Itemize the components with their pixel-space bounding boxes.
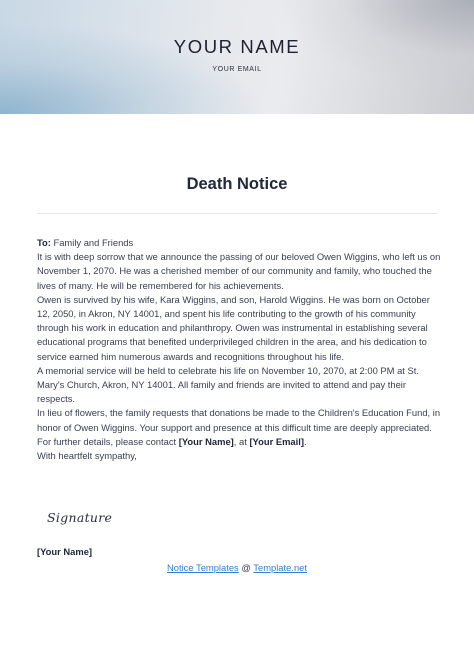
signature: Signature [47, 510, 113, 525]
footer-separator: @ [238, 562, 254, 573]
contact-prefix: For further details, please contact [37, 435, 179, 447]
paragraph-survivors: Owen is survived by his wife, Kara Wiggins, and son, Harold Wiggins. He was born on October 12, 2050, in Akron, NY 14001, and spent his life contributing to the growth of his community through his work in education and philanthropy. Owen was instrumental in establishing several educational programs that benefited underprivileged children in the area, and his dedication to service earned him numerous awards and recognitions throughout his life. [37, 293, 430, 362]
page-title: Death Notice [186, 175, 288, 193]
paragraph-announcement: It is with deep sorrow that we announce the passing of our beloved Owen Wiggins, who left us on November 1, 2070. He was a cherished member of our community and family, who touched the lives of many. He will be remembered for his achievements. [37, 251, 441, 291]
recipient-label: To: [37, 237, 51, 248]
contact-line [37, 435, 441, 449]
footer [0, 562, 474, 573]
contact-middle: , at [233, 435, 250, 447]
template-net-link[interactable]: Template.net [253, 562, 307, 573]
contact-name: [Your Name] [178, 435, 234, 447]
header-banner [0, 0, 474, 114]
recipient-value: Family and Friends [50, 237, 134, 248]
signer-name: [Your Name] [37, 546, 93, 557]
closing-line: With heartfelt sympathy, [37, 450, 137, 462]
recipient-line [37, 236, 441, 250]
divider [37, 213, 437, 214]
notice-templates-link[interactable]: Notice Templates [167, 562, 239, 573]
contact-email: [Your Email] [249, 435, 304, 447]
paragraph-donations: In lieu of flowers, the family requests that donations be made to the Children's Education Fund, in honor of Owen Wiggins. Your support and presence at this difficult time are deeply appreciated. [37, 407, 441, 433]
contact-suffix: . [303, 435, 307, 447]
paragraph-memorial: A memorial service will be held to celebrate his life on November 10, 2070, at 2:00 PM at St. Mary's Church, Akron, NY 14001. All family and friends are invited to attend and pay their respects. [37, 364, 419, 405]
notice-body [37, 236, 441, 463]
sender-name: YOUR NAME [173, 36, 301, 57]
sender-email: YOUR EMAIL [212, 66, 262, 73]
